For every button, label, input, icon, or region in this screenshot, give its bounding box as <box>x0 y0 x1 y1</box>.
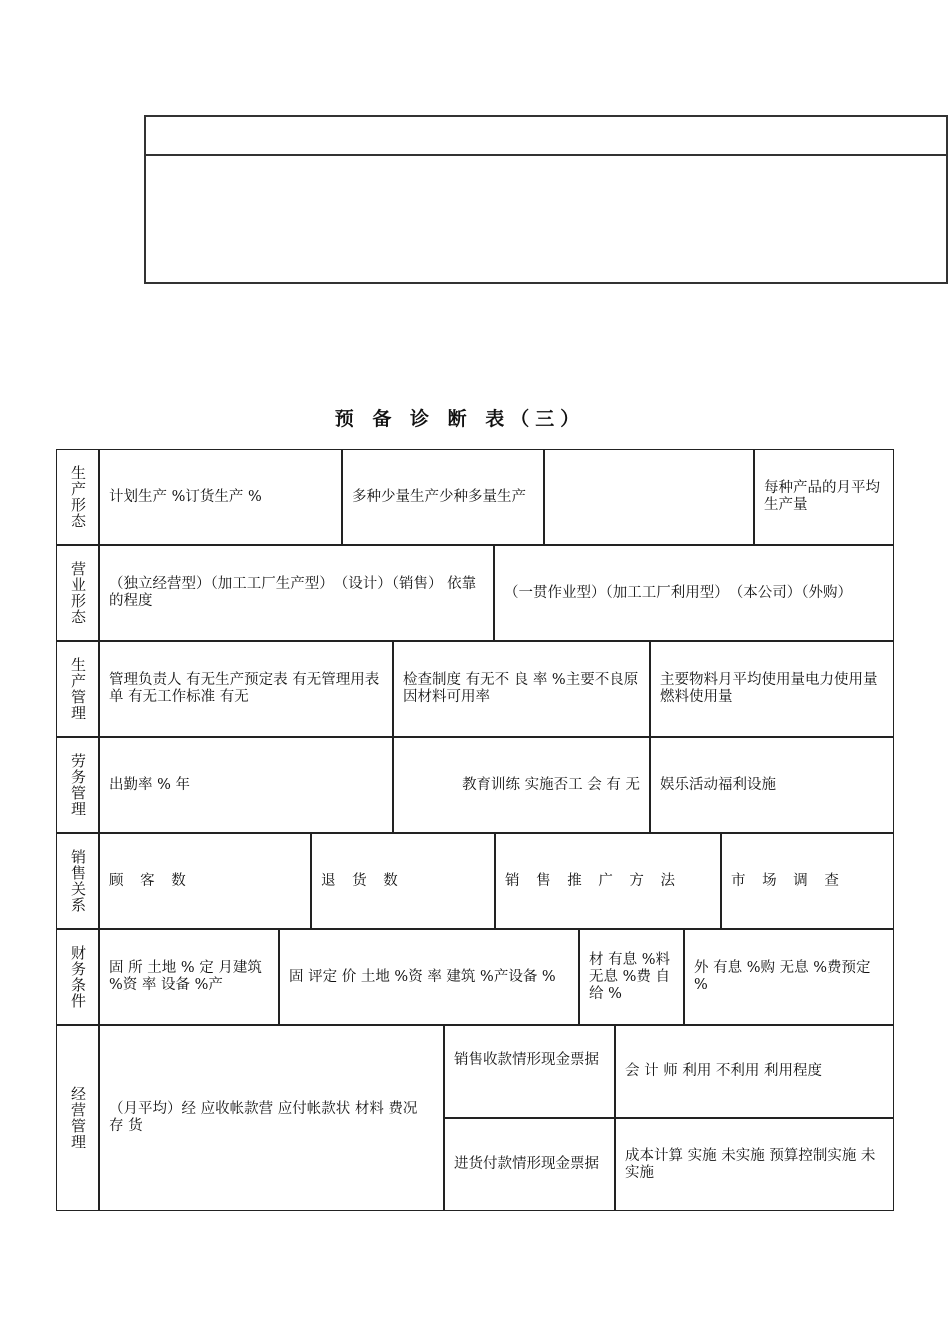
production-form-variety: 多种少量生产少种多量生产 <box>342 449 544 545</box>
finance-fixed-assets: 固 所 土地 % 定 月建筑 %资 率 设备 %产 <box>99 929 279 1025</box>
operations-purchase-payment: 进货付款情形现金票据 <box>444 1118 615 1211</box>
sales-customer-count: 顾 客 数 <box>99 833 311 929</box>
production-mgmt-materials: 主要物料月平均使用量电力使用量燃料使用量 <box>650 641 894 737</box>
sales-returns: 退 货 数 <box>311 833 495 929</box>
production-mgmt-inspection: 检查制度 有无不 良 率 %主要不良原因材料可用率 <box>393 641 650 737</box>
production-form-blank <box>544 449 754 545</box>
production-form-monthly-output: 每种产品的月平均生产量 <box>754 449 894 545</box>
row-label-business-form: 营业形态 <box>56 545 99 641</box>
row-label-sales: 销售关系 <box>56 833 99 929</box>
operations-accountant: 会 计 师 利用 不利用 利用程度 <box>615 1025 894 1118</box>
operations-monthly-status: （月平均）经 应收帐款营 应付帐款状 材料 费况 存 货 <box>99 1025 444 1211</box>
top-box-divider <box>146 154 946 156</box>
row-label-labor-mgmt: 劳务管理 <box>56 737 99 833</box>
business-form-type-b: （一贯作业型）（加工工厂利用型） （本公司）（外购） <box>494 545 894 641</box>
finance-appraised-assets: 固 评定 价 土地 %资 率 建筑 %产设备 % <box>279 929 579 1025</box>
labor-mgmt-welfare: 娱乐活动福利设施 <box>650 737 894 833</box>
labor-mgmt-training-union: 教育训练 实施否工 会 有 无 <box>393 737 650 833</box>
row-label-production-mgmt: 生产管理 <box>56 641 99 737</box>
sales-promotion: 销 售 推 广 方 法 <box>495 833 721 929</box>
row-label-operations: 经营管理 <box>56 1025 99 1211</box>
production-form-plan-order: 计划生产 %订货生产 % <box>99 449 342 545</box>
operations-cost-budget: 成本计算 实施 未实施 预算控制实施 未实施 <box>615 1118 894 1211</box>
operations-sales-collection: 销售收款情形现金票据 <box>444 1025 615 1118</box>
page-title: 预 备 诊 断 表（三） <box>334 408 586 430</box>
business-form-type-a: （独立经营型）（加工工厂生产型） （设计）（销售） 依靠的程度 <box>99 545 494 641</box>
production-mgmt-manager: 管理负责人 有无生产预定表 有无管理用表单 有无工作标准 有无 <box>99 641 393 737</box>
diagnosis-form-table <box>56 449 894 1211</box>
finance-material-cost: 材 有息 %料 无息 %费 自给 % <box>579 929 684 1025</box>
sales-market-research: 市 场 调 查 <box>721 833 894 929</box>
row-label-production-form: 生产形态 <box>56 449 99 545</box>
top-blank-box <box>144 115 948 284</box>
labor-mgmt-attendance: 出勤率 % 年 <box>99 737 393 833</box>
finance-outsourcing-cost: 外 有息 %购 无息 %费预定 % <box>684 929 894 1025</box>
row-label-finance: 财务条件 <box>56 929 99 1025</box>
